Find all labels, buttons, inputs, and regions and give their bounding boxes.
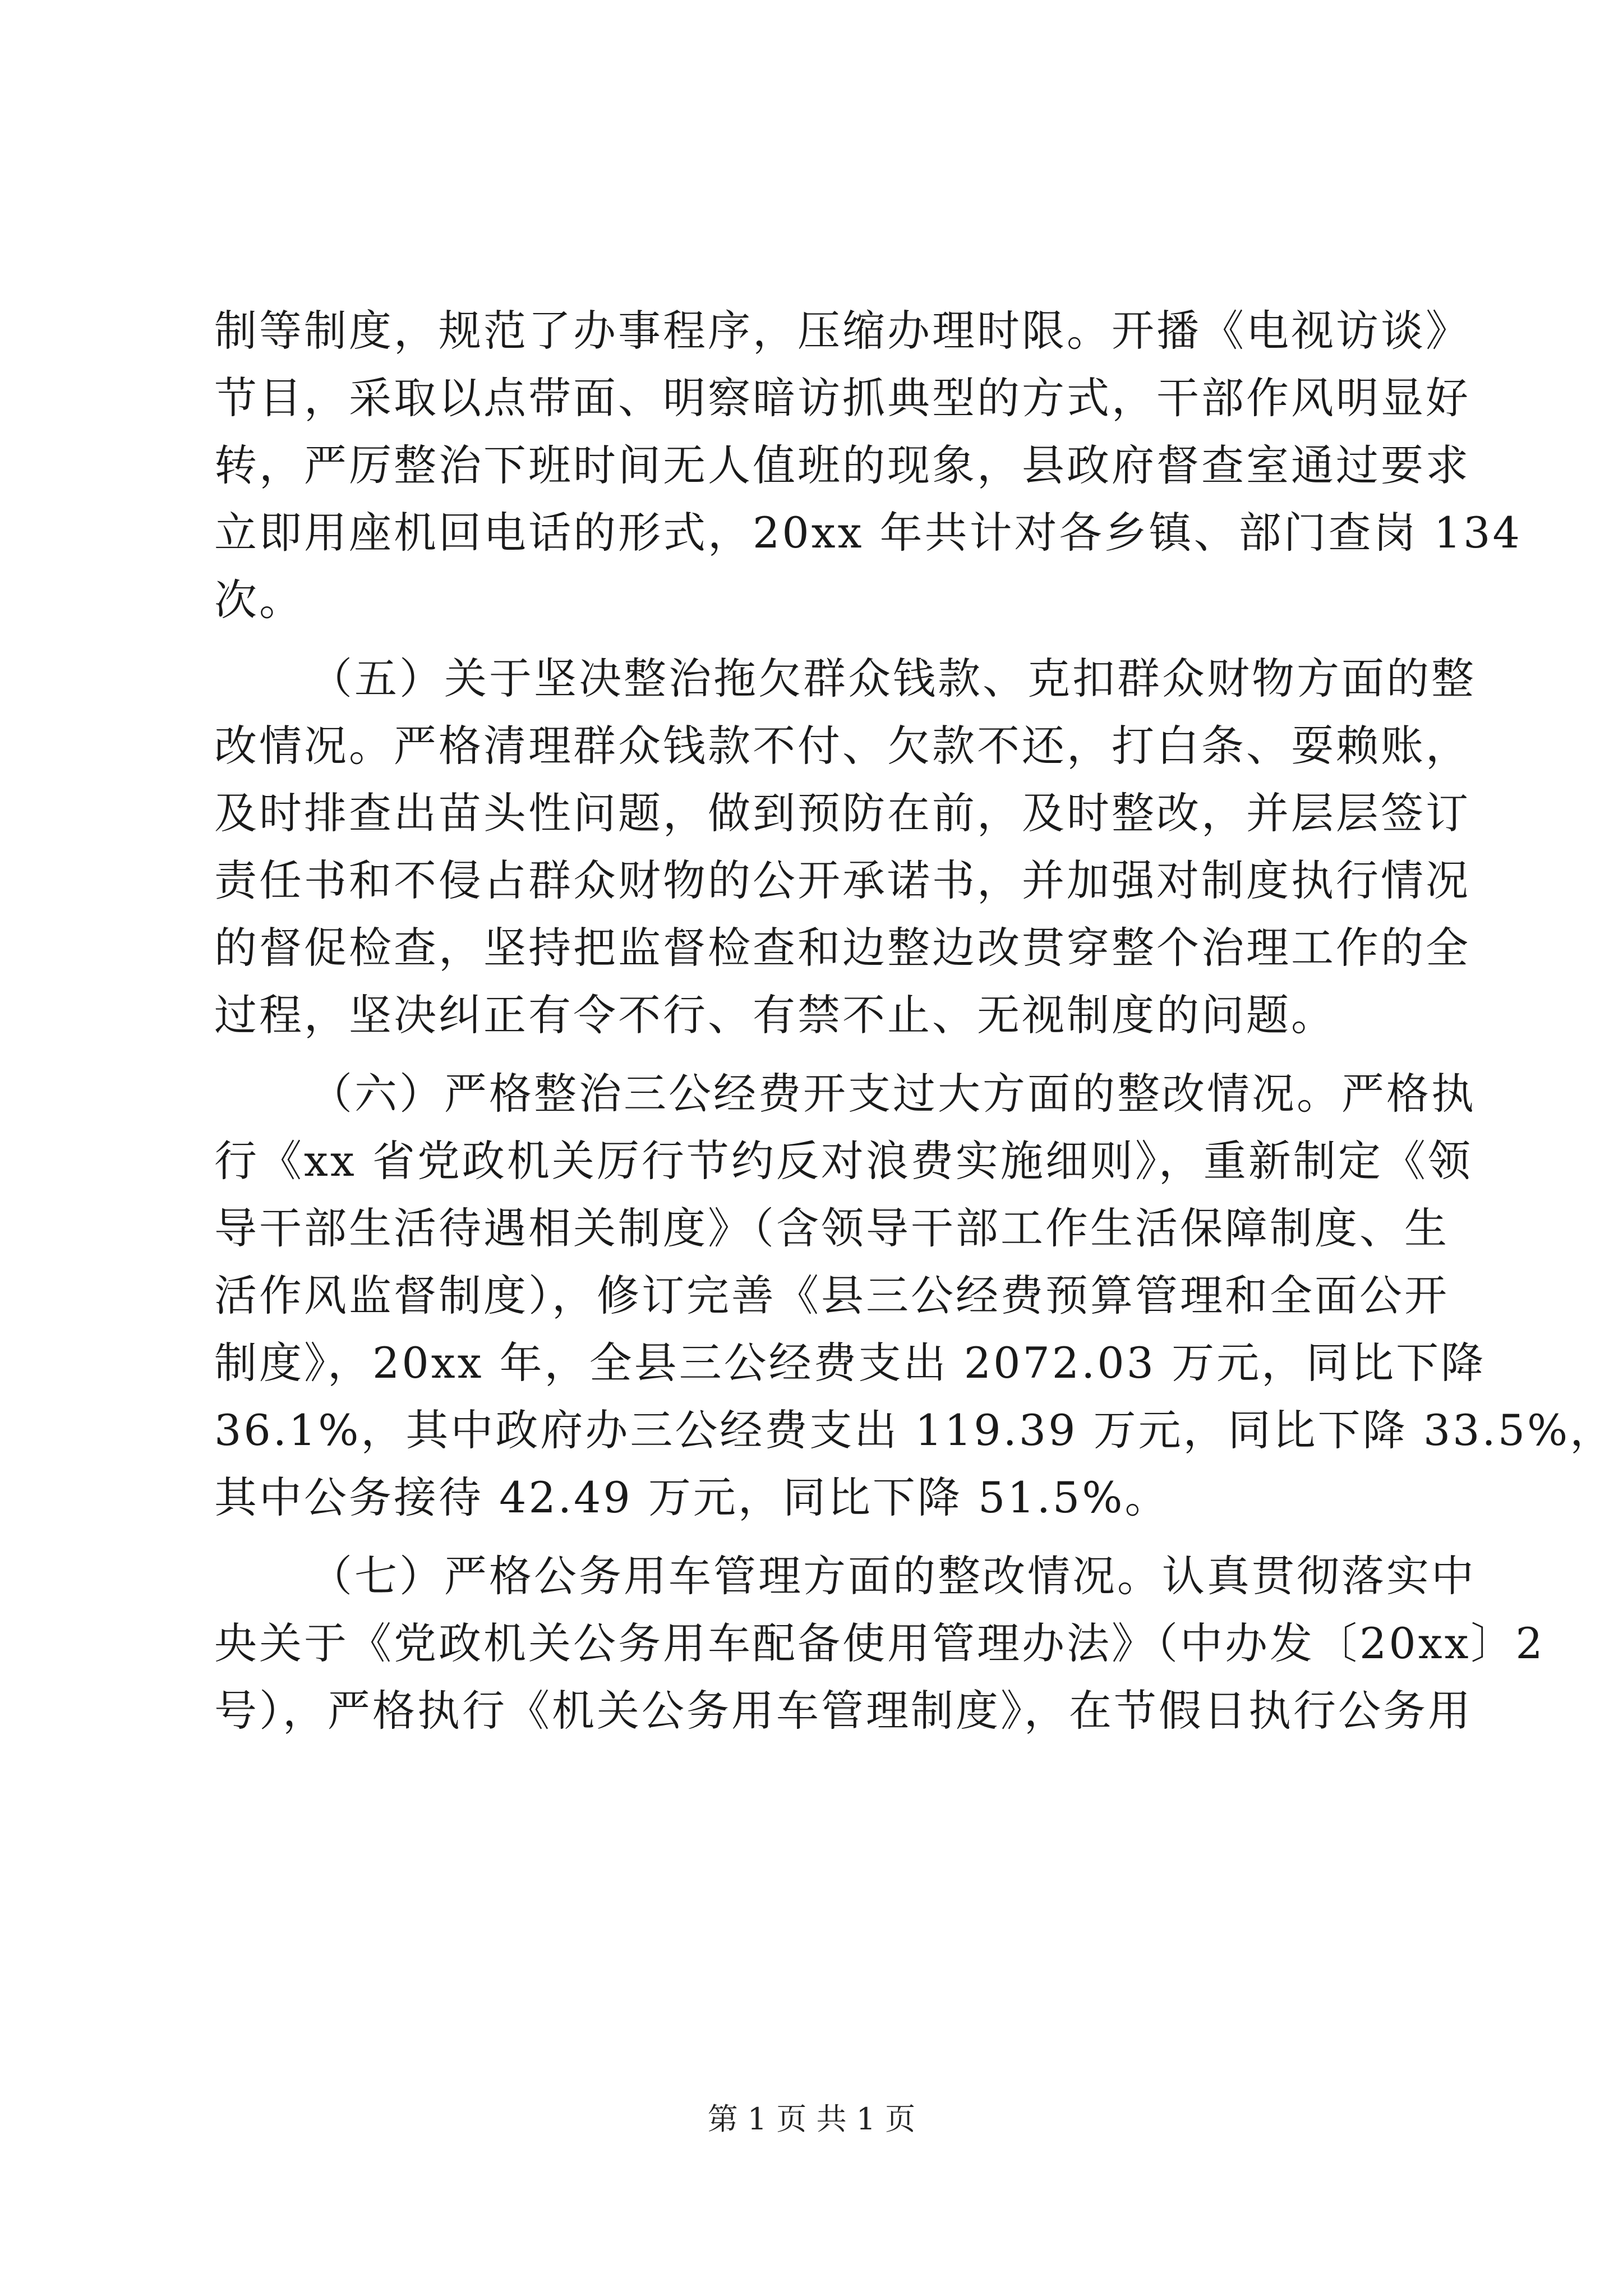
text-line: 转，严厉整治下班时间无人值班的现象，县政府督查室通过要求	[214, 440, 1470, 490]
text-line: 导干部生活待遇相关制度》（含领导干部工作生活保障制度、生	[214, 1203, 1449, 1253]
text-line: 其中公务接待 42.49 万元，同比下降 51.5%。	[214, 1473, 1170, 1522]
text-line: 责任书和不侵占群众财物的公开承诺书，并加强对制度执行情况	[214, 855, 1470, 905]
text-line: 制度》，20xx 年，全县三公经费支出 2072.03 万元，同比下降	[214, 1338, 1486, 1388]
text-line: 36.1%，其中政府办三公经费支出 119.39 万元，同比下降 33.5%，	[214, 1405, 1615, 1455]
paragraph-heading-5: （五）关于坚决整治拖欠群众钱款、克扣群众财物方面的整	[310, 654, 1476, 703]
text-line: 过程，坚决纠正有令不行、有禁不止、无视制度的问题。	[214, 990, 1336, 1040]
text-line: 号），严格执行《机关公务用车管理制度》，在节假日执行公务用	[214, 1686, 1473, 1736]
text-line: 次。	[214, 575, 304, 625]
text-line: 的督促检查，坚持把监督检查和边整边改贯穿整个治理工作的全	[214, 923, 1470, 973]
text-line: 活作风监督制度），修订完善《县三公经费预算管理和全面公开	[214, 1271, 1449, 1320]
text-line: 央关于《党政机关公务用车配备使用管理办法》（中办发〔20xx〕2	[214, 1618, 1545, 1668]
text-line: 行《xx 省党政机关厉行节约反对浪费实施细则》，重新制定《领	[214, 1136, 1473, 1186]
page-footer: 第 1 页 共 1 页	[707, 2101, 916, 2137]
text-line: 制等制度，规范了办事程序，压缩办理时限。开播《电视访谈》	[214, 306, 1470, 356]
paragraph-heading-6: （六）严格整治三公经费开支过大方面的整改情况。严格执	[310, 1069, 1476, 1119]
text-line: 改情况。严格清理群众钱款不付、欠款不还，打白条、耍赖账，	[214, 721, 1470, 771]
text-line: 及时排查出苗头性问题，做到预防在前，及时整改，并层层签订	[214, 788, 1470, 838]
text-line: 立即用座机回电话的形式，20xx 年共计对各乡镇、部门查岗 134	[214, 508, 1522, 558]
paragraph-heading-7: （七）严格公务用车管理方面的整改情况。认真贯彻落实中	[310, 1551, 1476, 1601]
text-line: 节目，采取以点带面、明察暗访抓典型的方式，干部作风明显好	[214, 373, 1470, 423]
